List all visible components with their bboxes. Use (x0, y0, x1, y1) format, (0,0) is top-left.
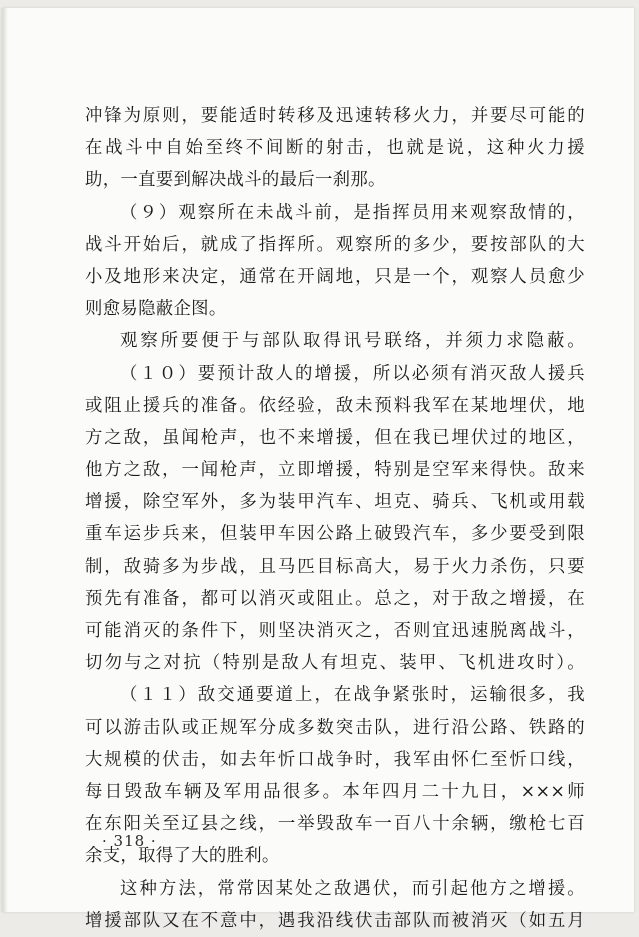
text-line: 冲锋为原则，要能适时转移及迅速转移火力，并要尽可能的 (85, 106, 585, 126)
text-line: 预先有准备，都可以消灭或阻止。总之，对于敌之增援，在 (85, 588, 585, 609)
text-line: 每日毁敌车辆及军用品很多。本年四月二十九日，×××师 (85, 781, 585, 802)
text-line: （９）观察所在未战斗前，是指挥员用来观察敌情的， (120, 202, 585, 223)
text-line: 助，一直要到解决战斗的最后一刹那。 (85, 170, 386, 191)
text-line: 战斗开始后，就成了指挥所。观察所的多少，要按部队的大 (85, 234, 585, 255)
text-line: 可以游击队或正规军分成多数突击队，进行沿公路、铁路的 (85, 717, 585, 738)
text-line: 观察所要便于与部队取得讯号联络，并须力求隐蔽。 (120, 331, 585, 352)
document-page (2, 8, 634, 931)
text-line: 重车运步兵来，但装甲车因公路上破毁汽车，多少要受到限 (85, 524, 585, 545)
text-line: 他方之敌，一闻枪声，立即增援，特别是空军来得快。敌来 (85, 460, 585, 481)
text-line: 大规模的伏击，如去年忻口战争时，我军由怀仁至忻口线， (85, 749, 585, 770)
text-line: 在东阳关至辽县之线，一举毁敌车一百八十余辆，缴枪七百 (85, 814, 585, 835)
page-number: · 318 · (102, 832, 157, 850)
text-line: 可能消灭的条件下，则坚决消灭之，否则宜迅速脱离战斗， (85, 621, 585, 641)
text-line: 小及地形来决定，通常在开阔地，只是一个，观察人员愈少 (85, 266, 585, 287)
text-line: 增援，除空军外，多为装甲汽车、坦克、骑兵、飞机或用载 (85, 492, 585, 513)
text-line: （１１）敌交通要道上，在战争紧张时，运输很多，我 (120, 685, 585, 706)
text-line: 则愈易隐蔽企图。 (85, 299, 227, 320)
body-text (85, 100, 585, 937)
text-line: 这种方法，常常因某处之敌遇伏，而引起他方之增援。 (120, 878, 585, 899)
text-line: 制，敌骑多为步战，且马匹目标高大，易于火力杀伤，只要 (85, 556, 585, 577)
text-line: 余支，取得了大的胜利。 (85, 846, 280, 867)
text-line: 切勿与之对抗（特别是敌人有坦克、装甲、飞机进攻时）。 (85, 653, 585, 674)
page-edge-shadow (2, 8, 8, 912)
text-line: 在战斗中自始至终不间断的射击，也就是说，这种火力援 (85, 138, 585, 159)
text-line: 增援部队又在不意中，遇我沿线伏击部队而被消灭（如五月 (85, 910, 585, 931)
text-line: 方之敌，虽闻枪声，也不来增援，但在我已埋伏过的地区， (85, 427, 585, 448)
text-line: 或阻止援兵的准备。依经验，敌未预料我军在某地埋伏，地 (85, 395, 585, 416)
text-line: （１０）要预计敌人的增援，所以必须有消灭敌人援兵 (120, 363, 585, 384)
